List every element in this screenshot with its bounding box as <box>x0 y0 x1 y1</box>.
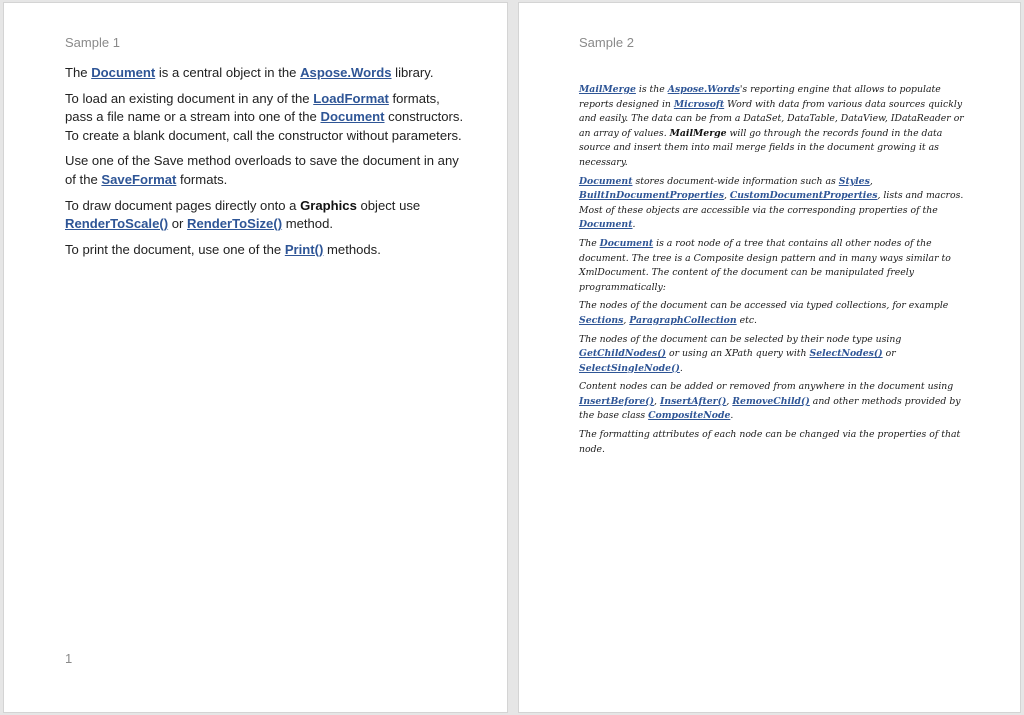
page-body <box>65 64 465 266</box>
microsoft-link[interactable]: Microsoft <box>673 98 725 110</box>
text: or using an XPath query with <box>666 348 810 360</box>
page-header: Sample 2 <box>579 35 634 50</box>
text: . <box>730 410 734 422</box>
page-body <box>579 83 964 461</box>
mailmerge-link[interactable]: MailMerge <box>579 84 636 95</box>
text: or <box>168 216 187 232</box>
text: library. <box>391 65 434 80</box>
paragraph <box>579 83 964 171</box>
page-number: 1 <box>65 651 73 666</box>
text: , <box>723 190 730 202</box>
text: , lists and macros. Most of these objects are accessible via the corresponding properties of the <box>579 190 964 216</box>
saveformat-link[interactable]: SaveFormat <box>101 171 177 187</box>
text: The formatting attributes of each node can be changed via the properties of that node. <box>579 429 961 455</box>
text: is a central object in the <box>155 65 301 80</box>
document-page-1 <box>3 2 508 713</box>
text: Use one of the Save method overloads to save the document in any of the <box>65 153 459 187</box>
paragraph-collection-link[interactable]: ParagraphCollection <box>629 314 737 326</box>
paragraph <box>579 237 964 295</box>
insert-before-link[interactable]: InsertBefore() <box>579 395 655 407</box>
text: To draw document pages directly onto a <box>65 197 301 213</box>
loadformat-link[interactable]: LoadFormat <box>313 90 389 106</box>
aspose-words-link[interactable]: Aspose.Words <box>300 65 392 80</box>
paragraph <box>579 380 964 424</box>
text: etc. <box>736 314 757 326</box>
builtin-properties-link[interactable]: BuiltInDocumentProperties <box>579 190 724 202</box>
text: The nodes of the document can be selected by their node type using <box>579 333 902 345</box>
composite-node-link[interactable]: CompositeNode <box>648 410 731 422</box>
text: To print the document, use one of the <box>65 241 285 257</box>
render-to-size-link[interactable]: RenderToSize() <box>187 216 283 232</box>
text: or <box>882 348 896 360</box>
text: , <box>726 395 733 407</box>
render-to-scale-link[interactable]: RenderToScale() <box>65 216 169 232</box>
text: . <box>632 219 636 231</box>
text: is the <box>635 84 668 95</box>
text: Word with data from various data sources quickly and easily. The data can be from a DataSet, DataTable, DataView, IDataReader or an array of values. <box>579 98 964 139</box>
text: will go through the records found in the data source and insert them into mail merge fields in the document growing it as necessary. <box>579 127 943 168</box>
insert-after-link[interactable]: InsertAfter() <box>659 395 727 407</box>
document-link[interactable]: Document <box>579 175 633 187</box>
text: The nodes of the document can be accessed via typed collections, for example <box>579 300 949 312</box>
document-page-2 <box>518 2 1021 713</box>
styles-link[interactable]: Styles <box>838 175 870 187</box>
text: The <box>579 237 600 249</box>
text: , <box>654 395 660 407</box>
graphics-bold-text: Graphics <box>300 197 357 213</box>
paragraph <box>65 197 465 234</box>
document-link[interactable]: Document <box>579 219 633 231</box>
select-nodes-link[interactable]: SelectNodes() <box>809 348 883 360</box>
paragraph <box>65 152 465 189</box>
remove-child-link[interactable]: RemoveChild() <box>732 395 810 407</box>
text: constructors. To create a blank document, call the constructor without parameters. <box>65 109 464 143</box>
text: , <box>869 175 873 187</box>
text: formats, pass a file name or a stream into one of the <box>65 90 440 125</box>
text: To load an existing document in any of the <box>65 90 314 106</box>
text: Content nodes can be added or removed from anywhere in the document using <box>579 381 954 393</box>
paragraph <box>579 299 964 328</box>
text: methods. <box>323 241 381 257</box>
get-child-nodes-link[interactable]: GetChildNodes() <box>579 348 667 360</box>
text: The <box>65 65 92 80</box>
page-header: Sample 1 <box>65 35 120 50</box>
text: 's reporting engine that allows to populate reports designed in <box>579 84 941 110</box>
paragraph <box>579 428 964 457</box>
text: stores document-wide information such as <box>632 175 839 187</box>
text: . <box>679 362 683 374</box>
sections-link[interactable]: Sections <box>579 314 624 326</box>
paragraph <box>579 333 964 377</box>
select-single-node-link[interactable]: SelectSingleNode() <box>579 362 680 374</box>
text: , <box>623 314 630 326</box>
text: and other methods provided by the base class <box>579 395 961 422</box>
paragraph <box>65 64 465 83</box>
aspose-words-link[interactable]: Aspose.Words <box>667 84 740 95</box>
document-link[interactable]: Document <box>320 109 385 125</box>
paragraph <box>579 175 964 233</box>
document-link[interactable]: Document <box>91 65 156 80</box>
paragraph <box>65 241 465 260</box>
paragraph <box>65 90 465 146</box>
text: method. <box>282 216 334 232</box>
mailmerge-bold-text: MailMerge <box>669 127 727 139</box>
text: is a root node of a tree that contains all other nodes of the document. The tree is a Composite design pattern and in many ways similar to XmlDocument. The content of the document can be manipulated freely programmatically: <box>579 237 951 293</box>
text: formats. <box>176 171 228 187</box>
document-link[interactable]: Document <box>599 237 654 249</box>
custom-properties-link[interactable]: CustomDocumentProperties <box>729 190 878 202</box>
print-link[interactable]: Print() <box>284 241 324 257</box>
text: object use <box>356 197 421 213</box>
